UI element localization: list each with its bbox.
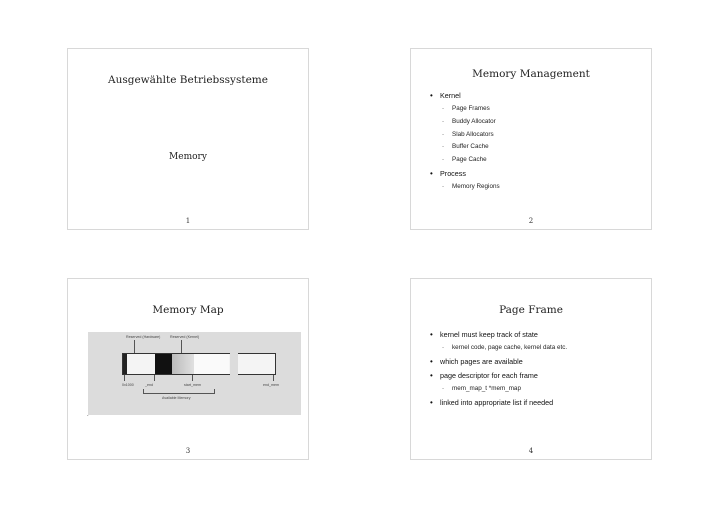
page-number: 4	[528, 447, 534, 455]
diagram-tick	[124, 375, 125, 381]
page-number: 1	[185, 217, 191, 225]
memory-segment	[155, 354, 172, 374]
memory-segment	[194, 354, 229, 374]
list-item: - Memory Regions	[429, 181, 643, 194]
memory-segment	[172, 354, 194, 374]
list-item: - Slab Allocators	[429, 129, 643, 142]
list-item: - kernel code, page cache, kernel data etc.	[429, 342, 643, 355]
stray-mark: .	[87, 412, 89, 418]
list-item: • Process	[429, 167, 643, 181]
slide-1	[67, 48, 309, 230]
list-item: - Buffer Cache	[429, 141, 643, 154]
slide-2	[410, 48, 652, 230]
diagram-tick	[154, 375, 155, 381]
slide-title: Ausgewählte Betriebssysteme	[108, 74, 268, 86]
list-item: - mem_map_t *mem_map	[429, 383, 643, 396]
diagram-label: _end	[145, 383, 153, 387]
memory-bar	[122, 353, 276, 375]
slide-4	[410, 278, 652, 460]
list-item: • Kernel	[429, 89, 643, 103]
list-item: • linked into appropriate list if needed	[429, 396, 643, 410]
slide-title: Memory Management	[472, 68, 590, 80]
bullet-list	[429, 89, 643, 194]
slide-3	[67, 278, 309, 460]
slide-title: Memory Map	[152, 304, 224, 316]
diagram-tick	[192, 375, 193, 381]
diagram-label: 0x1000	[122, 383, 134, 387]
diagram-label: end_mem	[263, 383, 279, 387]
slide-title: Page Frame	[499, 304, 563, 316]
list-item: • which pages are available	[429, 355, 643, 369]
list-item: - Buddy Allocator	[429, 116, 643, 129]
diagram-label: start_mem	[184, 383, 201, 387]
list-item: - Page Cache	[429, 154, 643, 167]
diagram-label: Reserved (Hardware)	[126, 335, 161, 339]
page-number: 2	[528, 217, 534, 225]
diagram-label: Available Memory	[162, 396, 191, 400]
list-item: • kernel must keep track of state	[429, 328, 643, 342]
bullet-list	[429, 328, 643, 410]
slide-subtitle: Memory	[169, 152, 207, 162]
diagram-tick	[273, 375, 274, 381]
diagram-brace	[143, 389, 215, 394]
diagram-arrow	[134, 340, 135, 353]
list-item: - Page Frames	[429, 103, 643, 116]
memory-segment	[123, 354, 127, 374]
list-item: • page descriptor for each frame	[429, 369, 643, 383]
diagram-label: Reserved (Kernel)	[170, 335, 200, 339]
page-number: 3	[185, 447, 191, 455]
diagram-arrow	[181, 340, 182, 353]
memory-break	[230, 351, 238, 377]
memory-map-diagram	[88, 332, 301, 415]
